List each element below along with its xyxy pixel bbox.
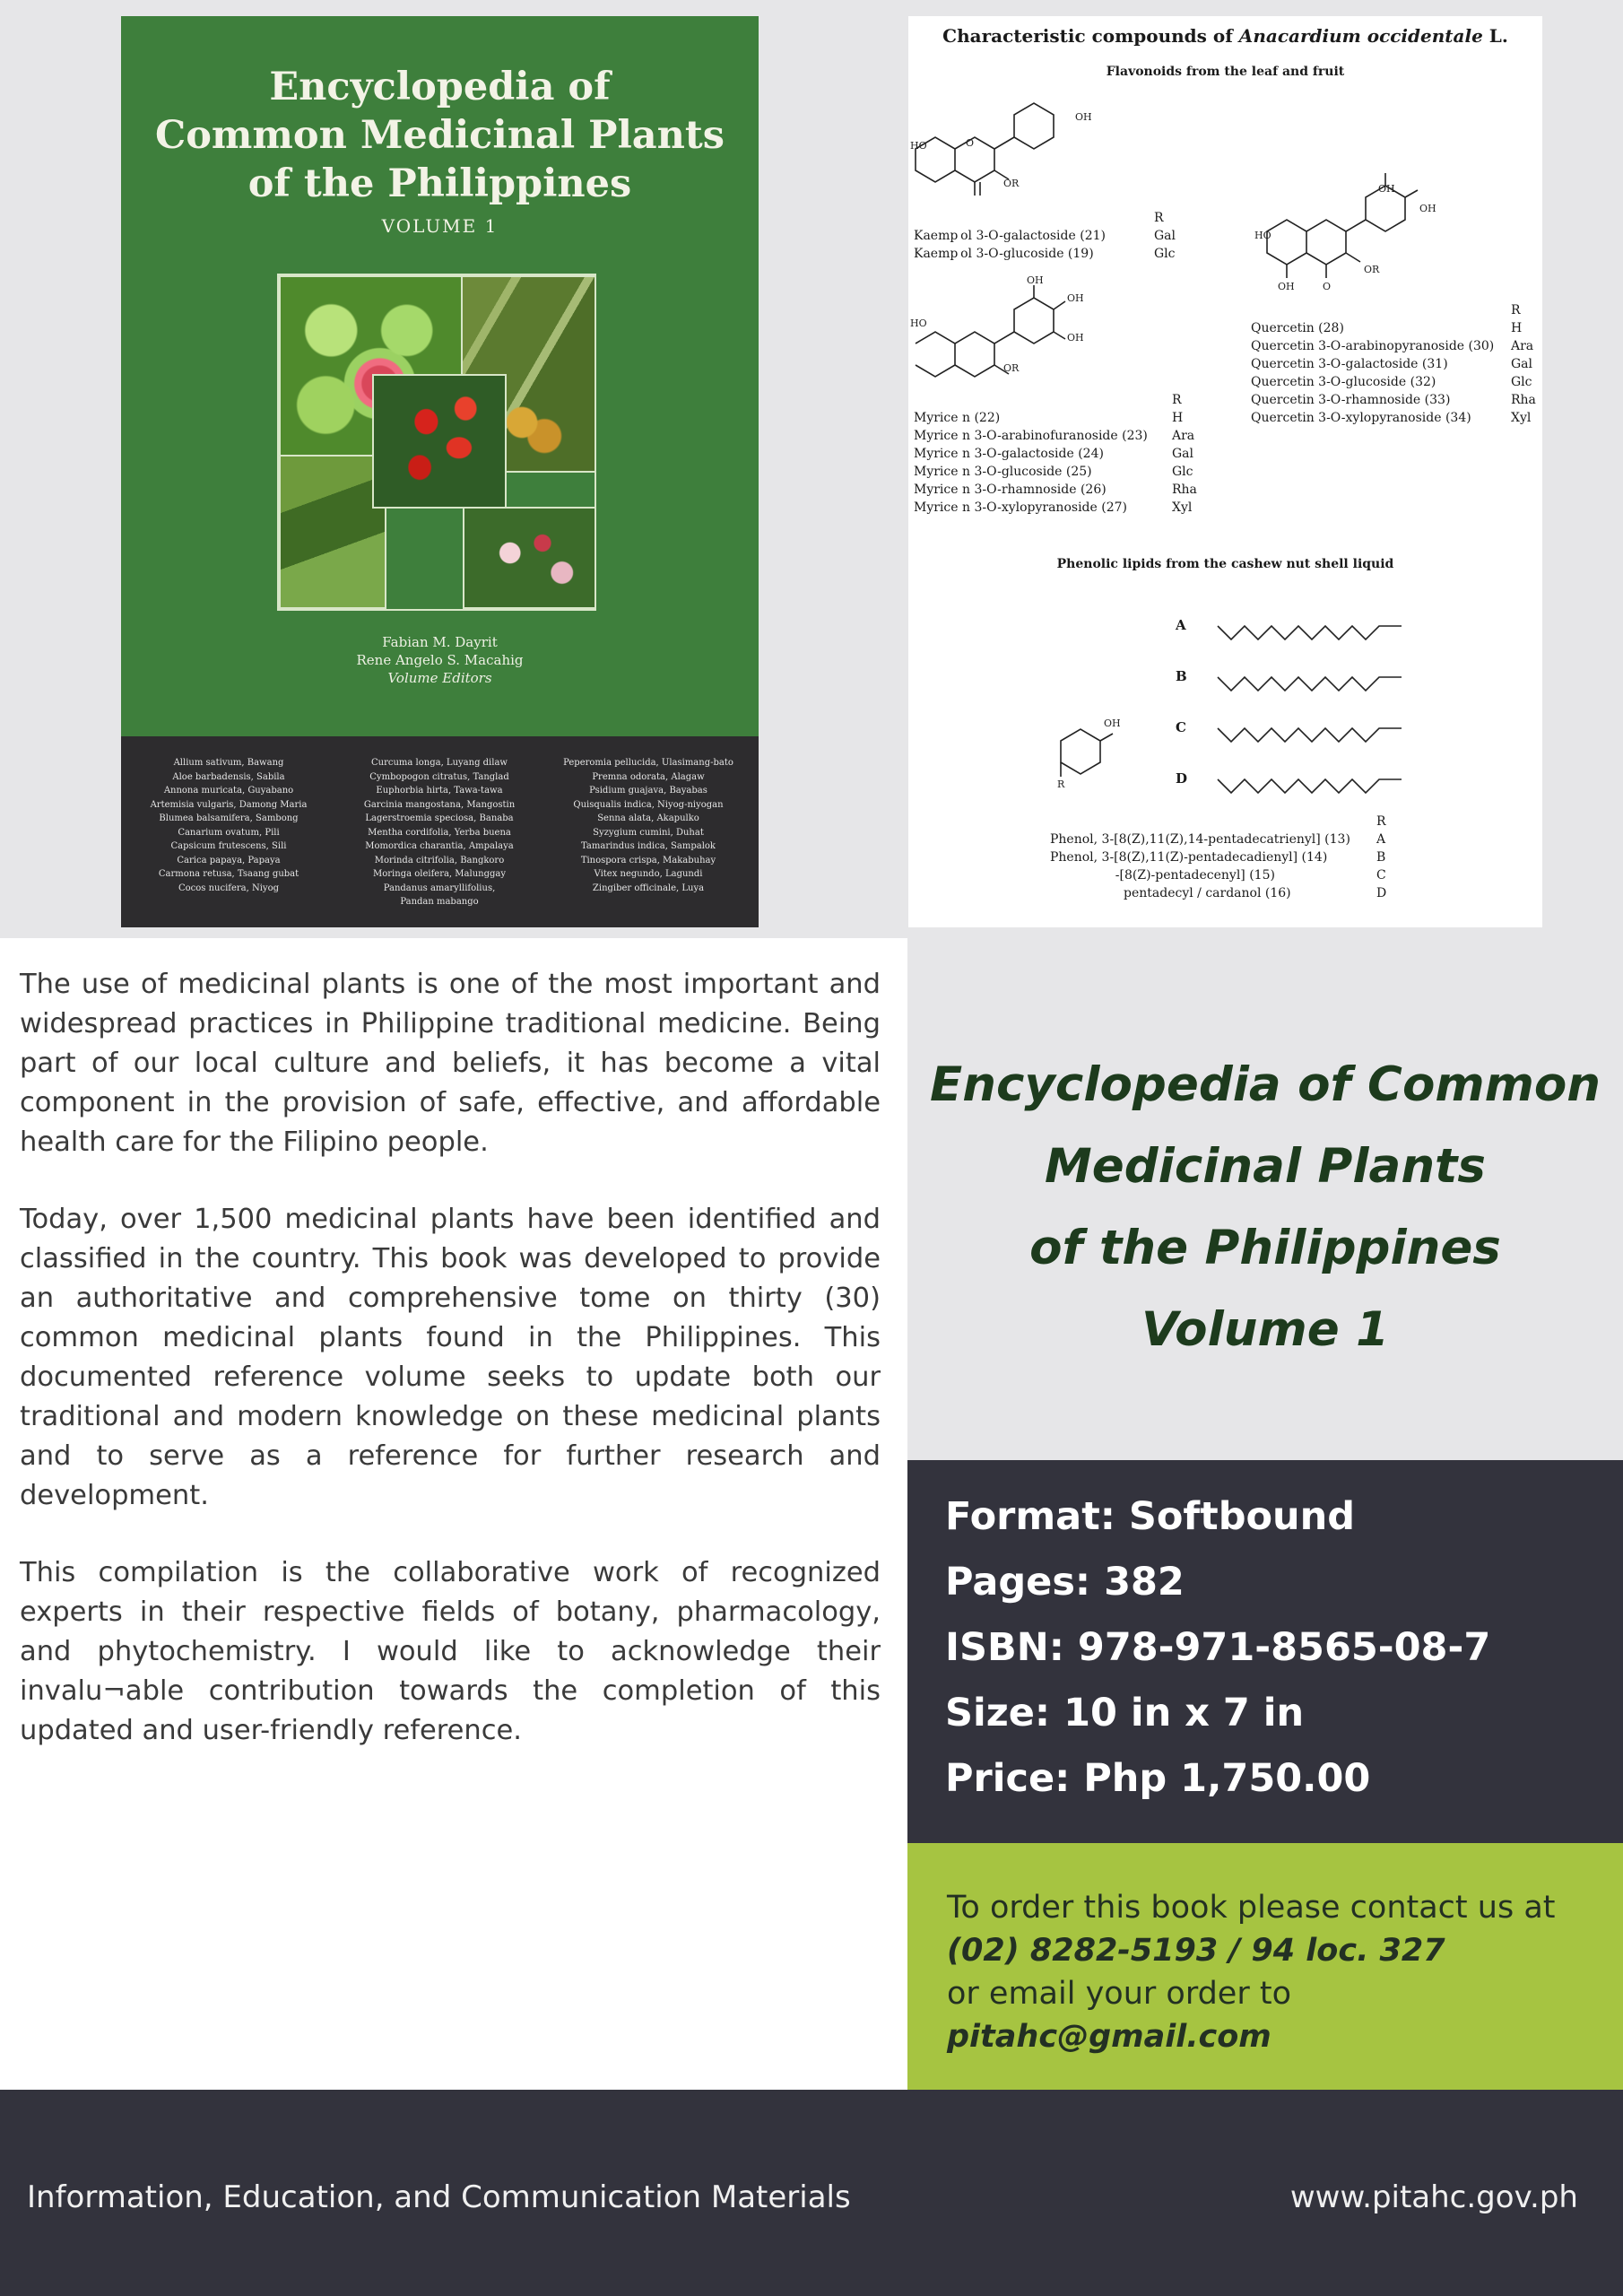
compound-name: Kaemp ol 3-O-glucoside (19)	[914, 247, 1094, 261]
r-group: Gal	[1511, 357, 1533, 371]
compound-name: Phenol, 3-[8(Z),11(Z),14-pentadecatrienyl] (13)	[1050, 832, 1350, 847]
compound-name: Quercetin 3-O-xylopyranoside (34)	[1251, 411, 1471, 425]
compound-name: Phenol, 3-[8(Z),11(Z)-pentadecadienyl] (14)	[1050, 850, 1328, 865]
spec-price: Price: Php 1,750.00	[945, 1756, 1371, 1801]
chem-title-prefix: Characteristic compounds of	[942, 25, 1239, 47]
plant-entry: Premna odorata, Alagaw	[592, 771, 705, 782]
kaempferol-table	[914, 209, 1183, 290]
description-paragraph: The use of medicinal plants is one of the most important and widespread practices in Philippine traditional medicine. Being part of our local culture and beliefs, it has become a vital component in the provision of safe, effective, and affordable health care for the Filipino people.	[20, 969, 881, 1158]
r-group: Glc	[1511, 375, 1532, 389]
order-instruction: To order this book please contact us at	[947, 1890, 1556, 1926]
spec-format: Format: Softbound	[945, 1494, 1356, 1539]
plant-entry: Pandan mabango	[400, 897, 479, 907]
plant-entry: Annona muricata, Guyabano	[163, 786, 294, 796]
description-paragraph: This compilation is the collaborative work of recognized experts in their respective fields of botany, pharmacology, and phytochemistry. I would like to acknowledge their invalu¬able contribution towards the completion of this updated and user-friendly reference.	[20, 1557, 881, 1746]
plant-entry: Curcuma longa, Luyang dilaw	[371, 758, 508, 768]
compound-name: Quercetin 3-O-glucoside (32)	[1251, 375, 1436, 389]
book-title-line: Volume 1	[1141, 1302, 1389, 1357]
atom-label: O	[1323, 281, 1332, 292]
r-group: Glc	[1154, 247, 1176, 261]
cover-title-line: Common Medicinal Plants	[155, 113, 725, 158]
description-text	[0, 938, 907, 2090]
chem-figure-title	[908, 25, 1542, 47]
book-title-line: of the Philippines	[1029, 1221, 1501, 1275]
footer	[0, 2090, 1623, 2296]
cover-volume: VOLUME 1	[381, 215, 499, 237]
plant-entry: Capsicum frutescens, Sili	[170, 841, 287, 851]
chain-label: C	[1176, 719, 1186, 735]
editor-name: Fabian M. Dayrit	[382, 634, 498, 650]
plant-entry: Pandanus amaryllifolius,	[383, 883, 496, 893]
plant-entry: Peperomia pellucida, Ulasimang-bato	[563, 758, 733, 768]
chem-title-species: Anacardium occidentale	[1238, 25, 1483, 47]
footer-website-link[interactable]: www.pitahc.gov.ph	[1289, 2179, 1578, 2215]
plant-entry: Quisqualis indica, Niyog-niyogan	[573, 799, 724, 810]
compound-name: Quercetin 3-O-galactoside (31)	[1251, 357, 1448, 371]
atom-label: HO	[910, 140, 927, 152]
flavonoids-heading: Flavonoids from the leaf and fruit	[1106, 65, 1345, 79]
atom-label: OR	[1364, 264, 1380, 275]
r-group: Xyl	[1172, 500, 1193, 515]
phenol-table	[1050, 813, 1534, 911]
chain-label: D	[1176, 770, 1188, 787]
order-phone[interactable]: (02) 8282-5193 / 94 loc. 327	[947, 1933, 1445, 1969]
order-email-link[interactable]: pitahc@gmail.com	[947, 2019, 1271, 2055]
editor-name: Rene Angelo S. Macahig	[356, 652, 524, 668]
r-group: Ara	[1511, 339, 1534, 353]
r-group: C	[1376, 868, 1386, 883]
compound-name: Myrice n 3-O-rhamnoside (26)	[914, 483, 1107, 497]
plant-entry: Moringa oleifera, Malunggay	[373, 869, 506, 879]
atom-label: HO	[910, 317, 927, 329]
atom-label: OH	[1067, 332, 1084, 344]
plant-entry: Garcinia mangostana, Mangostin	[363, 799, 516, 810]
plant-entry: Lagerstroemia speciosa, Banaba	[365, 813, 514, 823]
plant-list-col-1	[130, 756, 327, 895]
r-group: Rha	[1511, 393, 1536, 407]
r-group: Gal	[1154, 229, 1176, 243]
plant-entry: Blumea balsamifera, Sambong	[159, 813, 299, 823]
chemical-compounds-figure	[908, 16, 1542, 927]
plant-entry: Carica papaya, Papaya	[177, 855, 281, 865]
atom-label: O	[966, 137, 975, 149]
r-group: Rha	[1172, 483, 1197, 497]
compound-name: Quercetin 3-O-rhamnoside (33)	[1251, 393, 1451, 407]
compound-name: Quercetin 3-O-arabinopyranoside (30)	[1251, 339, 1495, 353]
compound-name: Kaemp ol 3-O-galactoside (21)	[914, 229, 1106, 243]
atom-label: OH	[1378, 183, 1395, 195]
r-group: Gal	[1172, 447, 1194, 461]
atom-label: OH	[1419, 203, 1436, 214]
plant-entry: Psidium guajava, Bayabas	[589, 786, 707, 796]
plant-entry: Artemisia vulgaris, Damong Maria	[150, 799, 308, 810]
footer-category: Information, Education, and Communication Materials	[27, 2179, 851, 2215]
r-group: Ara	[1172, 429, 1195, 443]
plant-entry: Vitex negundo, Lagundi	[594, 869, 703, 879]
plant-entry: Morinda citrifolia, Bangkoro	[374, 855, 505, 865]
plant-entry: Senna alata, Akapulko	[597, 813, 699, 823]
cover-editors	[121, 633, 759, 687]
r-group: R	[1172, 393, 1182, 407]
cover-photo-collage	[277, 274, 596, 611]
compound-name: Myrice n 3-O-xylopyranoside (27)	[914, 500, 1127, 515]
r-group: B	[1376, 850, 1386, 865]
book-title-line: Medicinal Plants	[1045, 1139, 1486, 1194]
r-group: D	[1376, 886, 1387, 900]
myricetin-table	[914, 391, 1219, 526]
flower-photo	[463, 507, 596, 609]
order-email-instruction: or email your order to	[947, 1976, 1291, 2012]
r-group: H	[1172, 411, 1184, 425]
plant-entry: Momordica charantia, Ampalaya	[365, 841, 514, 851]
book-title-line: Encyclopedia of Common	[930, 1057, 1601, 1112]
leaves-photo	[279, 455, 386, 609]
plant-entry: Aloe barbadensis, Sabila	[172, 771, 285, 782]
compound-name: Myrice n 3-O-glucoside (25)	[914, 465, 1092, 479]
plant-list-col-3	[550, 756, 747, 895]
atom-label: HO	[1254, 230, 1271, 241]
atom-label: OH	[1067, 292, 1084, 304]
chain-label: A	[1176, 617, 1186, 633]
spec-isbn: ISBN: 978-971-8565-08-7	[945, 1625, 1491, 1670]
r-group: A	[1376, 832, 1386, 847]
plant-entry: Tinospora crispa, Makabuhay	[580, 855, 716, 865]
r-group: R	[1376, 814, 1386, 829]
order-panel	[907, 1843, 1623, 2090]
spec-size: Size: 10 in x 7 in	[945, 1691, 1305, 1735]
chain-label: B	[1176, 668, 1187, 684]
top-section	[0, 0, 1623, 938]
r-group: Xyl	[1511, 411, 1532, 425]
plant-entry: Zingiber officinale, Luya	[592, 883, 705, 893]
spec-pages: Pages: 382	[945, 1560, 1185, 1605]
r-group: R	[1154, 211, 1164, 225]
title-panel	[907, 938, 1623, 1460]
quercetin-table	[1251, 301, 1538, 436]
cover-title-line: Encyclopedia of	[269, 65, 611, 109]
cover-title	[121, 63, 759, 208]
plant-entry: Cocos nucifera, Niyog	[178, 883, 280, 893]
chem-title-suffix: L.	[1482, 25, 1508, 47]
plant-list-col-2	[341, 756, 538, 909]
book-title	[907, 1044, 1623, 1370]
atom-label: OH	[1075, 111, 1092, 123]
compound-name: Myrice n 3-O-arabinofuranoside (23)	[914, 429, 1148, 443]
atom-label: OR	[1003, 362, 1020, 374]
plant-entry: Carmona retusa, Tsaang gubat	[158, 869, 299, 879]
plant-entry: Euphorbia hirta, Tawa-tawa	[376, 786, 503, 796]
phenolic-heading: Phenolic lipids from the cashew nut shell liquid	[1056, 557, 1394, 571]
plant-entry: Allium sativum, Bawang	[173, 758, 284, 768]
atom-label: OR	[1003, 178, 1020, 189]
cover-plant-list	[121, 736, 759, 927]
compound-name: Myrice n 3-O-galactoside (24)	[914, 447, 1104, 461]
plant-entry: Canarium ovatum, Pili	[178, 827, 280, 838]
book-specs-panel	[907, 1460, 1623, 1843]
atom-label: OH	[1027, 274, 1044, 286]
atom-label: OH	[1104, 718, 1121, 729]
description-paragraph: Today, over 1,500 medicinal plants have been identified and classified in the country. This book was developed to provide an authoritative and comprehensive tome on thirty (30) common medicinal plants found in the Philippines. This documented reference volume seeks to update both our traditional and modern knowledge on these medicinal plants and to serve as a reference for further research and development.	[20, 1204, 881, 1511]
plant-entry: Mentha cordifolia, Yerba buena	[368, 827, 511, 838]
book-cover-image	[121, 16, 759, 927]
cover-title-line: of the Philippines	[247, 161, 632, 206]
atom-label: OH	[1278, 281, 1295, 292]
plant-entry: Cymbopogon citratus, Tanglad	[369, 771, 509, 782]
atom-label: R	[1057, 778, 1065, 790]
r-group: Glc	[1172, 465, 1193, 479]
plant-entry: Syzygium cumini, Duhat	[593, 827, 704, 838]
plant-entry: Tamarindus indica, Sampalok	[581, 841, 716, 851]
compound-name: Quercetin (28)	[1251, 321, 1344, 335]
r-group: R	[1511, 303, 1521, 317]
chili-pepper-photo	[372, 374, 507, 509]
r-group: H	[1511, 321, 1523, 335]
compound-name: -[8(Z)-pentadecenyl] (15)	[1113, 868, 1275, 883]
editors-role: Volume Editors	[387, 670, 492, 686]
compound-name: pentadecyl / cardanol (16)	[1124, 886, 1291, 900]
compound-name: Myrice n (22)	[914, 411, 1001, 425]
